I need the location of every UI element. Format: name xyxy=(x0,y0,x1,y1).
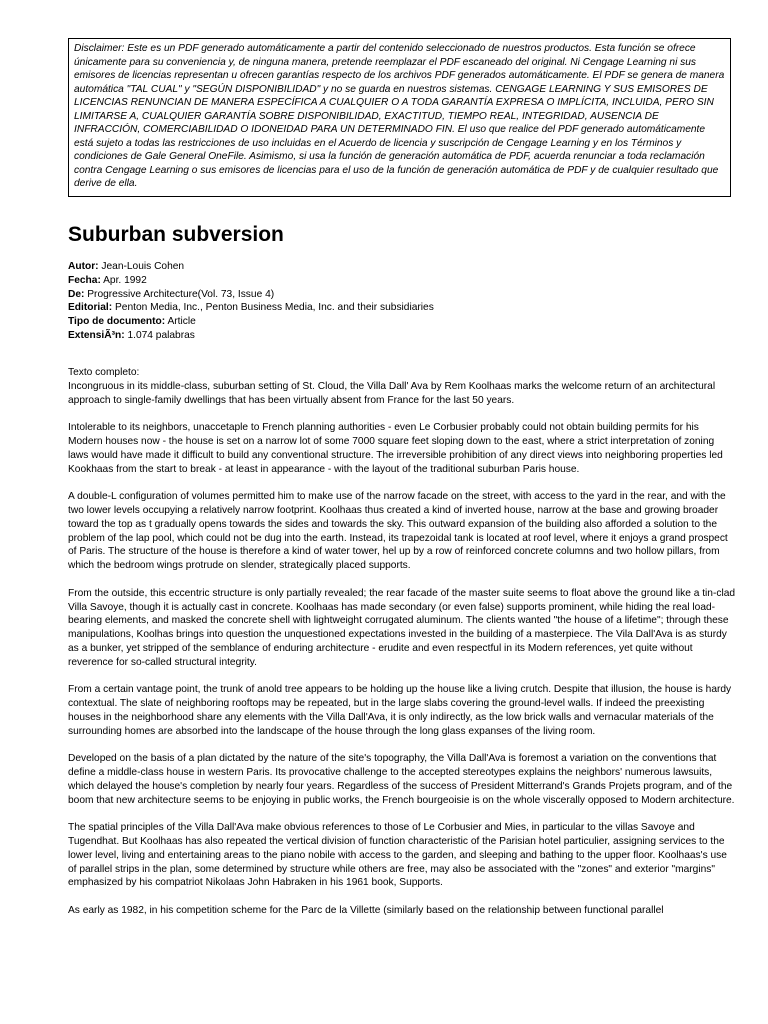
meta-value: Progressive Architecture(Vol. 73, Issue 4) xyxy=(87,288,275,300)
meta-label: Autor: xyxy=(68,261,99,272)
meta-label: Fecha: xyxy=(68,274,101,286)
meta-source xyxy=(68,288,728,302)
article-title: Suburban subversion xyxy=(68,223,284,246)
meta-doctype xyxy=(68,315,728,329)
meta-label: Tipo de documento: xyxy=(68,316,166,328)
fulltext-label: Texto completo: xyxy=(68,367,140,378)
meta-value: Jean-Louis Cohen xyxy=(101,261,185,272)
meta-date xyxy=(68,274,728,288)
meta-publisher xyxy=(68,301,728,315)
meta-label: De: xyxy=(68,288,85,300)
meta-value: Article xyxy=(167,316,196,328)
meta-author xyxy=(68,260,728,274)
meta-length xyxy=(68,329,728,343)
paragraph-4: From the outside, this eccentric structure is only partially revealed; the rear facade of the master suite seems to float above the ground like a tin-clad Villa Savoye, though it is actually cast in concrete. Koolhaas has made secondary (or even false) supports prominent, while hiding the real load-bearing elements, and masked the concrete shell with lightweight corrugated aluminum. The clients wanted "the house of a lifetime"; through these manipulations, Koolhas brings into question the unquestioned expectations invested in the building of a masterpiece. The Vila Dall'Ava is as sturdy as a bunker, yet stripped of the semblance of enduring architecture - erudite and even respectful in its Modern references, yet quite without reverence for so-called structural integrity. xyxy=(68,587,736,668)
disclaimer-box: Disclaimer: Este es un PDF generado automáticamente a partir del contenido seleccionado de nuestros productos. Esta función se ofrece únicamente para su conveniencia y, de ninguna manera, pretende reemplazar el PDF escaneado del original. Ni Cengage Learning ni sus emisores de licencias representan u ofrecen garantías respecto de los archivos PDF generados automáticamente. El PDF se genera de manera automática "TAL CUAL" y "SEGÚN DISPONIBILIDAD" y no se guarda en nuestros sistemas. CENGAGE LEARNING Y SUS EMISORES DE LICENCIAS RENUNCIAN DE MANERA ESPECÍFICA A CUALQUIER O A TODA GARANTÍA EXPRESA O IMPLÍCITA, INCLUIDA, PERO SIN LIMITARSE A, CUALQUIER GARANTÍA SOBRE DISPONIBILIDAD, EXACTITUD, TIEMPO REAL, INTEGRIDAD, AUSENCIA DE INFRACCIÓN, COMERCIABILIDAD O IDONEIDAD PARA UN DETERMINADO FIN. El uso que realice del PDF generado automáticamente está sujeto a todas las restricciones de uso incluidas en el Acuerdo de licencia y suscripción de Cengage Learning y en los Términos y condiciones de Gale General OneFile. Asimismo, si usa la función de generación automática de PDF, acuerda renunciar a toda reclamación contra Cengage Learning o sus emisores de licencias para el uso de la función de generación automática de PDF y de cualquier resultado que derive de ella. xyxy=(68,38,731,197)
article-metadata xyxy=(68,260,728,343)
paragraph-1 xyxy=(68,366,736,407)
meta-value: Penton Media, Inc., Penton Business Media, Inc. and their subsidiaries xyxy=(115,302,434,314)
meta-value: 1.074 palabras xyxy=(127,329,195,341)
meta-value: Apr. 1992 xyxy=(103,274,147,286)
paragraph-text: Incongruous in its middle-class, suburban setting of St. Cloud, the Villa Dall' Ava by Rem Koolhaas marks the welcome return of an architectural approach to single-family dwellings that has been virtually absent from France for the last 50 years. xyxy=(68,380,716,406)
paragraph-6: Developed on the basis of a plan dictated by the nature of the site's topography, the Villa Dall'Ava is foremost a variation on the conventions that define a middle-class house in western Paris. Its provocative challenge to the accepted stereotypes explains the neighbors' numerous lawsuits, which delayed the house's completion by nearly four years. Regardless of the success of President Mitterrand's Grands Projets program, and of the boom that new architecture seems to be enjoying in public works, the French bourgeoisie is on the whole viscerally opposed to Modern architecture. xyxy=(68,753,735,806)
paragraph-3: A double-L configuration of volumes permitted him to make use of the narrow facade on the street, with access to the yard in the rear, and with the two lower levels occupying a relatively narrow footprint. Koolhaas thus created a kind of inverted house, narrow at the base and growing broader toward the top as t gradually opens towards the sides and towards the sky. This outward expansion of the building also afforded a solution to the problem of the lap pool, which could not be dug into the earth. Instead, its trapezoidal tank is located at roof level, where it enjoys a grand prospect of Paris. The structure of the house is therefore a kind of water tower, hel up by a row of reinforced concrete columns and two hollow pillars, from which the bedroom wings protrude on slender, strategically placed supports. xyxy=(68,491,728,572)
meta-label: ExtensiÃ³n: xyxy=(68,329,125,341)
paragraph-8: As early as 1982, in his competition scheme for the Parc de la Villette (similarly based on the relationship between functional parallel xyxy=(68,905,664,917)
paragraph-5: From a certain vantage point, the trunk of anold tree appears to be holding up the house like a living crutch. Despite that illusion, the house is hardy contextual. The slate of neighboring rooftops may be repeated, but in the large slabs covering the ground-level walls. If indeed the preexisting houses in the neighborhood share any elements with the Villa Dall'Ava, it is only indirectly, as the low brick walls and vernacular materials of the surrounding homes are absorbed into the landscape of the house through the long glass expanses of the living room. xyxy=(68,684,732,737)
paragraph-2: Intolerable to its neighbors, unaccetaple to French planning authorities - even Le Corbusier probably could not obtain building permits for his Modern houses now - the house is set on a narrow lot of some 7000 square feet sloping down to the east, where a strict interpretation of zoning laws would have made it difficult to build any conventional structure. The irreversible prohibition of any direct views into neighboring properties led Kookhaas from the start to break - at least in appearance - with the layout of the traditional suburban Paris house. xyxy=(68,422,723,475)
meta-label: Editorial: xyxy=(68,302,113,314)
article-body xyxy=(68,366,736,932)
paragraph-7: The spatial principles of the Villa Dall'Ava make obvious references to those of Le Corbusier and Mies, in particular to the villas Savoye and Tugendhat. But Koolhaas has also repeated the vertical division of function characteristic of the Parisian hotel particulier, assigning services to the lower level, living and entertaining areas to the piano nobile with access to the garden, and sleeping and bathing to the upper floor. Koolhaas's use of parallel strips in the plan, some determined by structure while others are free, may also be associated with the "zones" and exterior "margins" emphasized by his compatriot Nikolaas John Habraken in his 1961 book, Supports. xyxy=(68,822,727,889)
